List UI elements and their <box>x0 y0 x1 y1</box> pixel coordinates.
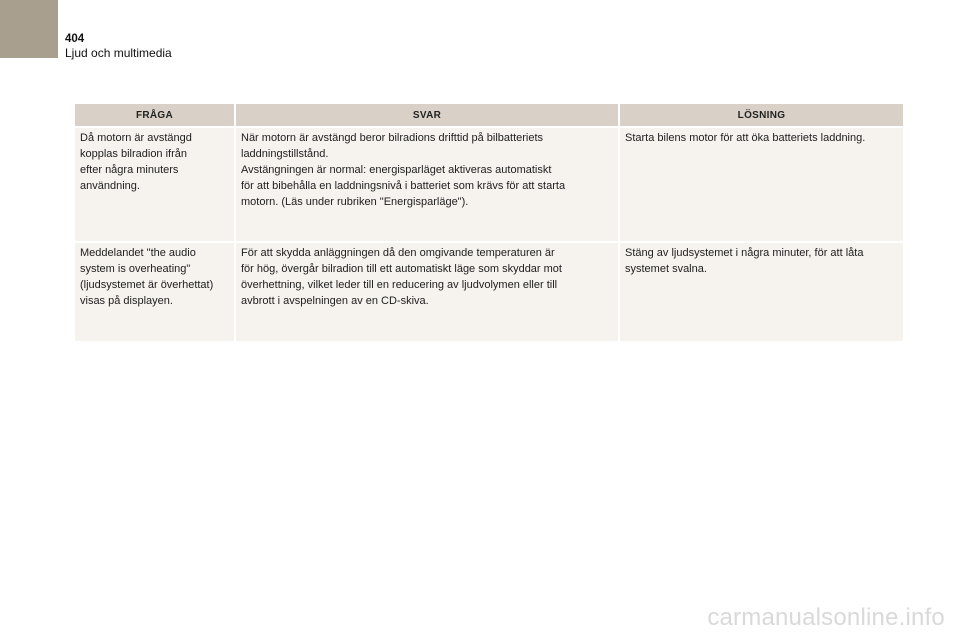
watermark: carmanualsonline.info <box>707 604 945 631</box>
cell-line: efter några minuters <box>80 164 179 176</box>
cell-line: avbrott i avspelningen av en CD-skiva. <box>241 295 429 307</box>
column-header-question: FRÅGA <box>75 104 234 126</box>
question-cell <box>75 243 234 341</box>
cell-line: system is overheating" <box>80 263 191 275</box>
cell-line: För att skydda anläggningen då den omgivande temperaturen är <box>241 247 555 259</box>
page-number: 404 <box>65 33 85 45</box>
column-header-answer: SVAR <box>236 104 618 126</box>
section-title: Ljud och multimedia <box>65 46 172 60</box>
cell-line: Då motorn är avstängd <box>80 132 192 144</box>
cell-line: Avstängningen är normal: energisparläget aktiveras automatiskt <box>241 164 552 176</box>
cell-line: Meddelandet "the audio <box>80 247 196 259</box>
question-cell <box>75 128 234 241</box>
cell-line: Stäng av ljudsystemet i några minuter, för att låta <box>625 247 864 259</box>
troubleshooting-table <box>73 102 905 343</box>
cell-line: (ljudsystemet är överhettat) <box>80 279 214 291</box>
cell-line: kopplas bilradion ifrån <box>80 148 188 160</box>
cell-line: Starta bilens motor för att öka batteriets laddning. <box>625 132 866 144</box>
solution-cell <box>620 243 903 341</box>
cell-line: När motorn är avstängd beror bilradions drifttid på bilbatteriets <box>241 132 544 144</box>
solution-cell <box>620 128 903 241</box>
cell-line: motorn. (Läs under rubriken "Energisparläge"). <box>241 196 469 208</box>
corner-tab <box>0 0 58 58</box>
cell-line: laddningstillstånd. <box>241 148 329 160</box>
cell-line: användning. <box>80 180 140 192</box>
table-header-row <box>75 104 903 126</box>
column-header-solution: LÖSNING <box>620 104 903 126</box>
cell-line: överhettning, vilket leder till en reducering av ljudvolymen eller till <box>241 279 558 291</box>
answer-cell <box>236 243 618 341</box>
cell-line: för hög, övergår bilradion till ett automatiskt läge som skyddar mot <box>241 263 562 275</box>
cell-line: systemet svalna. <box>625 263 707 275</box>
table-row <box>75 243 903 341</box>
table-row <box>75 128 903 241</box>
cell-line: visas på displayen. <box>80 295 173 307</box>
cell-line: för att bibehålla en laddningsnivå i batteriet som krävs för att starta <box>241 180 566 192</box>
answer-cell <box>236 128 618 241</box>
